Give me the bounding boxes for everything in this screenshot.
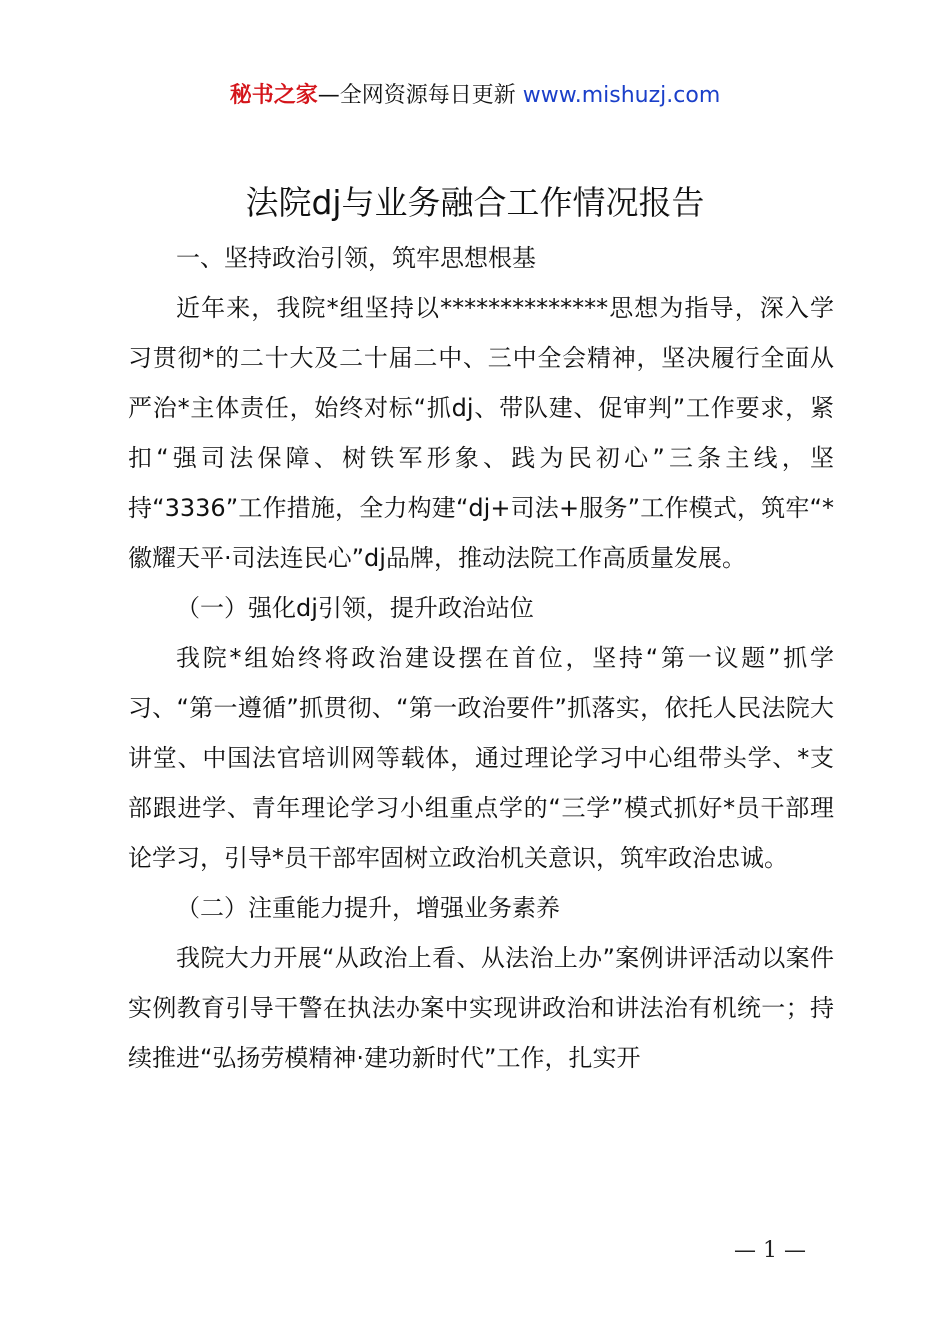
site-url-link[interactable]: www.mishuzj.com	[522, 83, 721, 108]
site-header	[0, 80, 950, 112]
document-body	[128, 233, 834, 1083]
page-number: — 1 —	[734, 1238, 806, 1263]
section-heading: 一、坚持政治引领，筑牢思想根基	[176, 244, 536, 272]
subsection-heading: （一）强化dj引领，提升政治站位	[176, 594, 534, 622]
subsection-heading: （二）注重能力提升，增强业务素养	[176, 894, 560, 922]
body-paragraph: 近年来，我院*组坚持以**************思想为指导，深入学习贯彻*的二十大及二十届二中、三中全会精神，坚决履行全面从严治*主体责任，始终对标“抓dj、带队建、促审判”工作要求，紧扣“强司法保障、树铁军形象、践为民初心”三条主线，坚持“3336”工作措施，全力构建“dj+司法+服务”工作模式，筑牢“*徽耀天平·司法连民心”dj品牌，推动法院工作高质量发展。	[128, 294, 834, 572]
site-tagline: —全网资源每日更新	[317, 83, 516, 108]
document-title: 法院dj与业务融合工作情况报告	[245, 183, 705, 222]
body-paragraph: 我院大力开展“从政治上看、从法治上办”案例讲评活动以案件实例教育引导干警在执法办案中实现讲政治和讲法治有机统一；持续推进“弘扬劳模精神·建功新时代”工作，扎实开	[128, 944, 834, 1072]
site-brand: 秘书之家	[229, 83, 318, 108]
body-paragraph: 我院*组始终将政治建设摆在首位，坚持“第一议题”抓学习、“第一遵循”抓贯彻、“第一政治要件”抓落实，依托人民法院大讲堂、中国法官培训网等载体，通过理论学习中心组带头学、*支部跟进学、青年理论学习小组重点学的“三学”模式抓好*员干部理论学习，引导*员干部牢固树立政治机关意识，筑牢政治忠诚。	[128, 644, 834, 872]
